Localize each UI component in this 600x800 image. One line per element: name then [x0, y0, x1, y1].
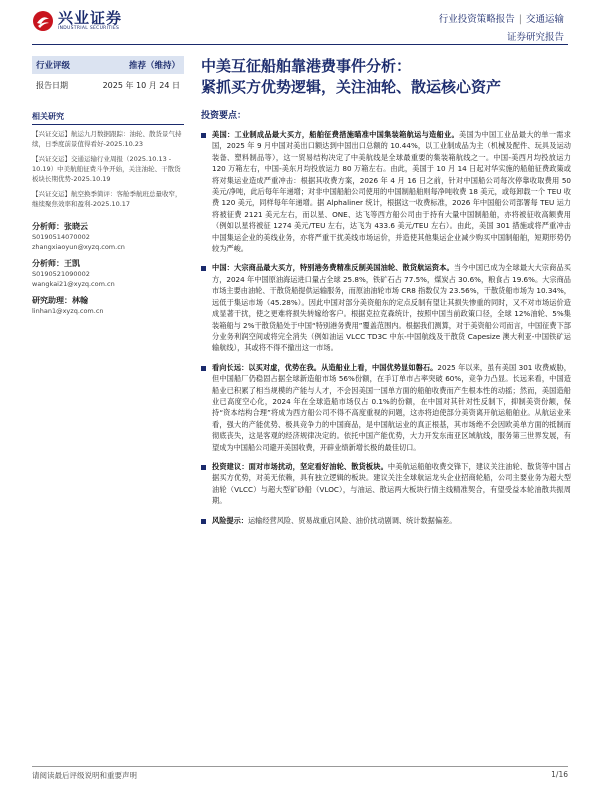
report-department: 证券研究报告 [506, 32, 564, 43]
logo-icon [32, 10, 54, 32]
analyst-email[interactable]: zhangxiaoyun@xyzq.com.cn [32, 243, 125, 251]
investment-point [201, 461, 571, 507]
point-lead: 风险提示： [212, 515, 248, 525]
analyst-cert-number: S0190514070002 [32, 233, 90, 241]
assistant-email[interactable]: linhan1@xyzq.com.cn [32, 307, 104, 315]
page-footer [32, 766, 568, 781]
analyst-email[interactable]: wangkai21@xyzq.com.cn [32, 280, 115, 288]
rating-box [32, 56, 184, 74]
footer-disclaimer: 请阅读最后评级说明和重要声明 [32, 771, 137, 780]
point-lead: 美国：工业制成品最大买方，船舶征费措施瞄准中国集装箱航运与造船业。 [212, 130, 459, 139]
analyst-block [32, 258, 184, 289]
industry-name: 交通运输 [525, 14, 564, 25]
investment-point [201, 129, 571, 254]
point-body: 2025 年以来，虽有美国 301 收费威胁，但中国船厂仍稳固占据全球新造船市场 56%份额，在手订单市占率突破 60%，竞争力凸显。长远来看，中国造船业已积累了相当规模的产能与人才，不会因美国一国单方面的船舶收费而产生根本性的动摇；然而，美国造船业已高度空心化，2024 年在全球造船市场仅占 0.1%的份额，在中国对其针对性反制下，抑制美资份额，保持“资本结构合理”将成为西方船公司不得不高度重视的问题，这亦将迫使部分美资离开航运船舶业。从航运业来看，强大的产能优势、极具竞争力的中国商品，是中国航运业的真正根基，其市场绝不会因欧美单方面的抵制而彻底丧失，这是客观的经济规律决定的。依托中国产能优势，大力开发东南亚区域航线，服务第三世界发展，有望成为中国船公司避开美国收费，开辟业绩新增长极的最佳切口。 [212, 362, 571, 452]
company-logo [32, 10, 122, 32]
rating-label: 行业评级 [36, 61, 71, 71]
related-research-item[interactable]: 【兴证交运】航运九月数据跟踪：油轮、散货景气持续，日季度前景值得看好-2025.10.23 [32, 130, 182, 148]
logo-english-name: INDUSTRIAL SECURITIES [58, 26, 120, 31]
risk-warning [201, 515, 571, 526]
point-body: 中美航运船舶收费交锋下，建议关注油轮、散货等中国占据买方优势，对美无依赖，具有独立逻辑的板块。建议关注全球航运龙头企业招商轮船，公司主要业务为超大型油轮（VLCC）与超大型矿砂船（VLOC），与油运、散运两大板块行情主线精准契合，有望受益本轮油散共振周期。 [212, 461, 571, 506]
report-type: 行业投资策略报告 [438, 14, 515, 25]
analyst-block [32, 221, 184, 252]
related-research-heading: 相关研究 [32, 111, 184, 125]
related-research-item[interactable]: 【兴证交运】交通运输行业周报（2025.10.13 - 10.19）中美航舶征费斗争开始，关注油轮、干散货板块长期优势-2025.10.19 [32, 155, 181, 183]
sidebar [32, 56, 184, 316]
date-label: 报告日期 [36, 81, 68, 90]
point-lead: 看向长远：以买对虚，优势在我。从造船业上看，中国优势显如磐石。 [212, 362, 438, 372]
investment-point [201, 362, 571, 453]
investment-point [201, 262, 571, 353]
assistant-name: 研究助理：林翰 [32, 296, 88, 305]
analyst-cert-number: S0190521090002 [32, 270, 90, 278]
header-separator: | [518, 14, 522, 25]
analyst-name: 分析师：张晓云 [32, 222, 88, 231]
point-body: 运输经营风险、贸易战重启风险、油价扰动剧调、统计数据偏差。 [247, 515, 457, 525]
assistant-block [32, 295, 184, 316]
date-value: 2025 年 10 月 24 日 [102, 81, 180, 90]
point-lead: 投资建议：面对市场扰动，坚定看好油轮、散货板块。 [212, 461, 388, 471]
related-research-item[interactable]: 【兴证交运】航空换季简评：客舱季航班总量收窄，继续聚焦效率和盈利-2025.10.17 [32, 190, 182, 208]
report-title-line-1: 中美互征船舶靠港费事件分析： [201, 57, 412, 75]
analyst-name: 分析师：王凯 [32, 259, 80, 268]
investment-points-heading: 投资要点： [201, 111, 247, 121]
report-date-row [32, 74, 184, 91]
logo-chinese-name: 兴业证券 [58, 9, 123, 27]
point-body: 美国为中国工业品最大的单一需求国，2025 年 9 月中国对美出口额达到中国出口总额的 10.44%，以工业制成品为主（机械及配件、玩具及运动装备、塑料制品等），这一贸易结构决定了中美航线是全球最重要的集装箱航线之一。中国-美西月均投放运力 120 万箱左右，中国-美东月均投放运力 80 万箱左右。由此，美国于 10 月 14 日起对华实施的船舶征费政策或将对集运业造成严重冲击：根据其收费方案，2026 年 4 月 16 日之前，针对中国船公司每次停靠收取费用 50 美元/净吨，此后每年年递增；对非中国船舶公司使用的中国制船舶则每净吨收费 18 美元，或每卸载一个 TEU 收费 120 美元，同样每年年递增。据 Alphaliner 统计，根据这一收费标准，2026 年中国船公司部署每 TEU 运力将被征费 2121 美元左右，而以星、ONE、达飞等西方船公司由于持有大量中国制船舶，亦将被征收高额费用（例如以星将被征 1274 美元/TEU 左右，达飞为 433.6 美元/TEU 左右）。由此，美国 301 措施或将严重冲击中国集运企业的美线业务，亦将严重干扰美线市场运价，并造使其他集运企业减少购买中国制船舶，短期形势仍较为严峻。 [212, 130, 571, 254]
header-divider [32, 44, 568, 45]
page-header [0, 0, 600, 46]
page-number: 1/16 [551, 770, 568, 779]
report-title-line-2: 紧抓买方优势逻辑，关注油轮、散运核心资产 [201, 78, 502, 96]
main-content [201, 56, 571, 526]
rating-value: 推荐（维持） [128, 61, 180, 71]
point-body: 当今中国已成为全球最大大宗商品买方，2024 年中国原油海运进口量占全球 25.8%，铁矿石占 77.5%，煤炭占 30.6%，粮食占 19.6%。大宗商品市场主要由油轮、干散货船提供运输服务，而原油油轮市场 CR8 指数仅为 23.56%，干散货船市场为 10.34%，远低于集运市场（45.28%）。因此中国对部分美资船东的定点反制有望让其损失惨重的同时，又不对市场运价造成显著干扰，使之更难将损失转嫁给客户。根据克拉克森统计，按照中国当前政策口径，全球 12%油轮、5%集装箱船与 2%干散货船处于中国“特别港务费用”覆盖范围内。根据我们测算，对于美资船公司而言，中国征费下部分业务利润空间或将完全消失（例如油运 VLCC TD3C 中东-中国航线及干散货 Capesize 澳大利亚-中国铁矿运输航线），其或将不得不撤出这一市场。 [212, 263, 571, 353]
point-lead: 中国：大宗商品最大买方，特别港务费精准反制美国油轮、散货航运资本。 [212, 263, 454, 273]
related-research-list [32, 129, 184, 209]
